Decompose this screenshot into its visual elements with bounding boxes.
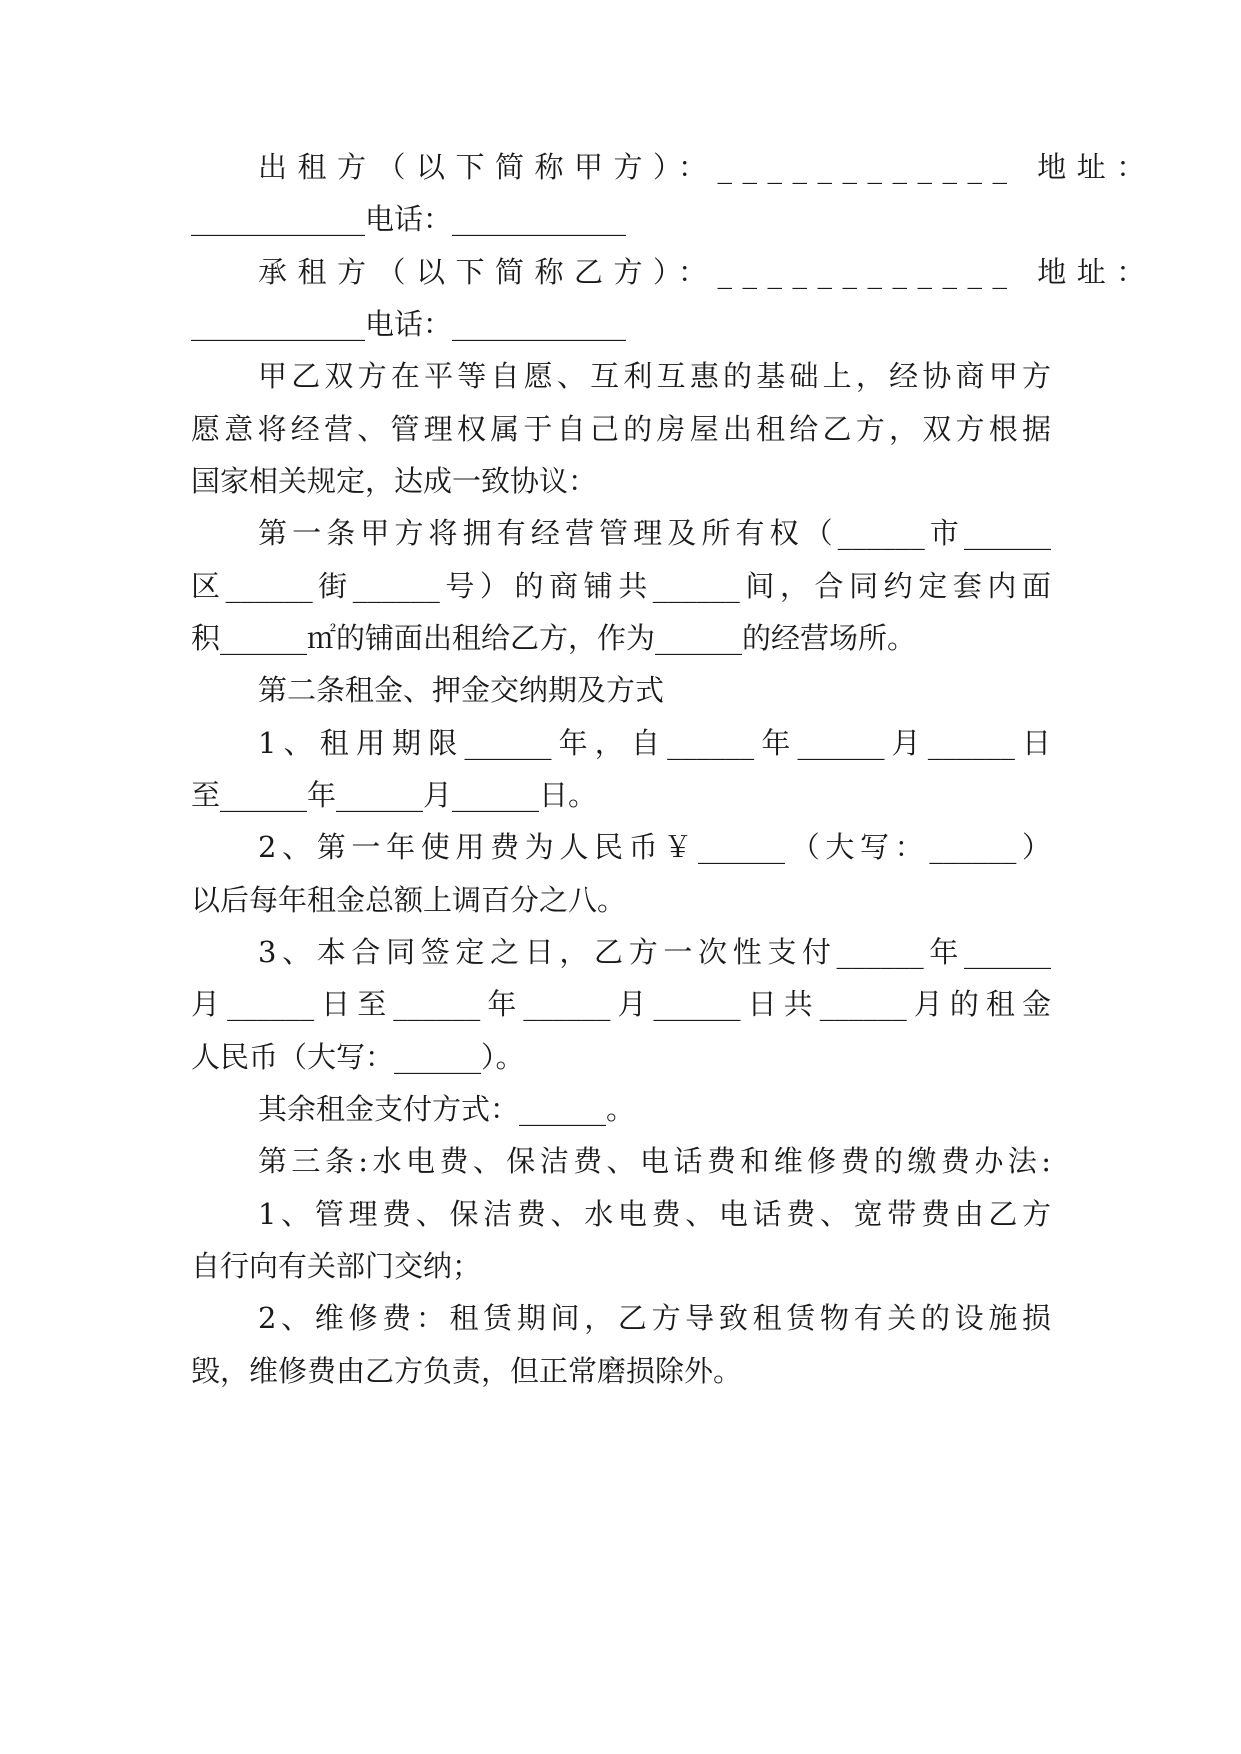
article-3-item-1-line-1: 1、管理费、保洁费、水电费、电话费、宽带费由乙方 [258,1197,1051,1231]
article-2-other-payment: 其余租金支付方式：______。 [258,1092,636,1126]
article-2-item-3-line-3: 人民币（大写：______）。 [191,1040,525,1074]
article-3-item-2-line-2: 毁，维修费由乙方负责，但正常磨损除外。 [191,1354,743,1388]
article-2-item-3-line-2: 月______日至______年______月______日共______月的租金 [191,987,1051,1021]
article-2-item-1-line-2: 至______年______月______日。 [191,778,598,812]
article-2-item-3-line-1: 3、本合同签定之日，乙方一次性支付______年______ [258,935,1051,969]
lessor-line: 出租方（以下简称甲方）：____________ 地址： [258,150,1156,184]
article-2-item-2-line-2: 以后每年租金总额上调百分之八。 [191,883,627,917]
article-3-item-1-line-2: 自行向有关部门交纳； [191,1249,482,1283]
article-3-heading: 第三条:水电费、保洁费、电话费和维修费的缴费办法: [258,1144,1051,1178]
article-2-item-1-line-1: 1、租用期限______年，自______年______月______日 [258,726,1051,760]
article-2-heading: 第二条租金、押金交纳期及方式 [258,673,665,707]
article-2-item-2-line-1: 2、第一年使用费为人民币￥______（大写：______） [258,830,1051,864]
lessee-phone-line: ____________电话：____________ [191,307,627,341]
article-1-line-2: 区______街______号）的商铺共______间，合同约定套内面 [191,569,1051,603]
article-1-line-3: 积______㎡的铺面出租给乙方，作为______的经营场所。 [191,621,917,655]
preamble-line-1: 甲乙双方在平等自愿、互利互惠的基础上，经协商甲方 [258,359,1051,393]
article-1-line-1: 第一条甲方将拥有经营管理及所有权（______市______ [258,516,1051,550]
preamble-line-2: 愿意将经营、管理权属于自己的房屋出租给乙方，双方根据 [191,412,1051,446]
preamble-line-3: 国家相关规定，达成一致协议： [191,464,598,498]
article-3-item-2-line-1: 2、维修费：租赁期间，乙方导致租赁物有关的设施损 [258,1301,1051,1335]
lessee-line: 承租方（以下简称乙方）：____________ 地址： [258,255,1156,289]
lessor-phone-line: ____________电话：____________ [191,202,627,236]
